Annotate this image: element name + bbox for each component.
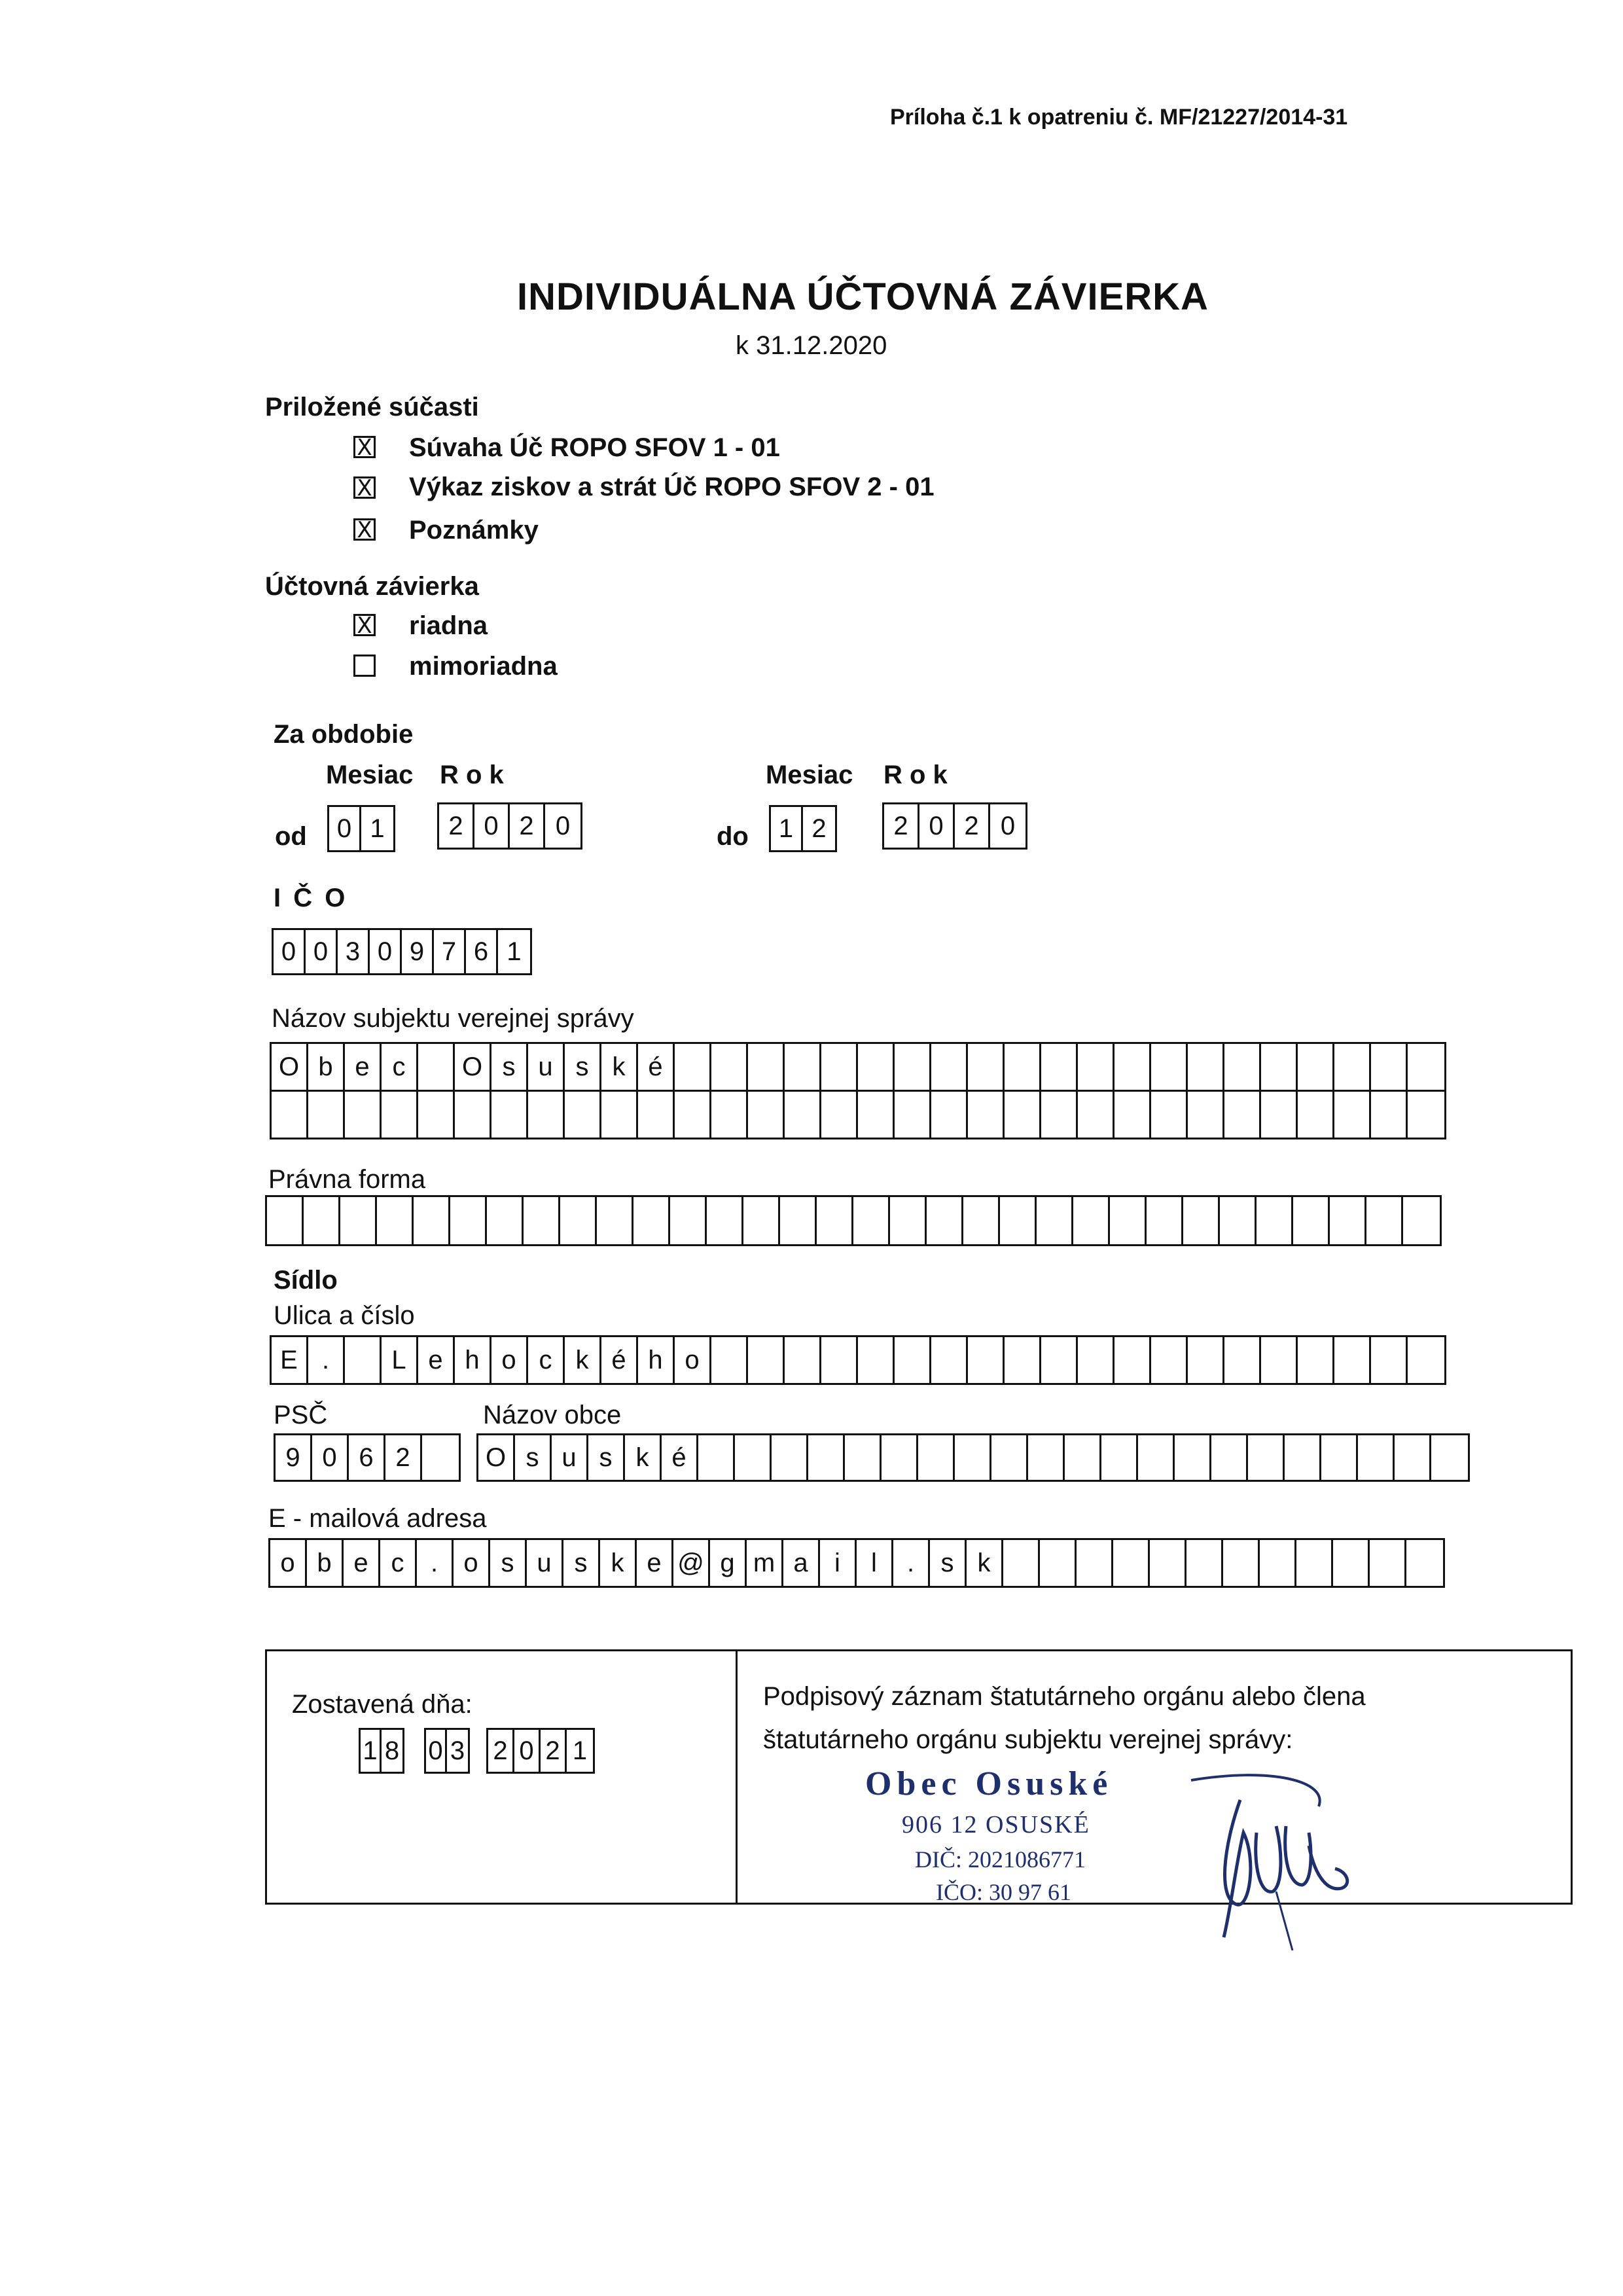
- char-cell: b: [307, 1540, 344, 1586]
- char-cell: [1078, 1044, 1115, 1090]
- char-cell: e: [345, 1044, 382, 1090]
- checkbox-notes[interactable]: X: [353, 518, 376, 541]
- extraordinary-label: mimoriadna: [409, 652, 558, 681]
- char-cell: [785, 1044, 821, 1090]
- address-label: Sídlo: [274, 1266, 338, 1295]
- char-cell: [748, 1092, 785, 1138]
- char-cell: [1370, 1540, 1406, 1586]
- char-cell: [1321, 1435, 1358, 1480]
- ico-label: I Č O: [274, 884, 348, 912]
- char-cell: s: [490, 1540, 527, 1586]
- digit-cell: 0: [329, 807, 361, 850]
- to-year-label: R o k: [883, 761, 948, 789]
- char-cell: [418, 1044, 455, 1090]
- char-cell: [455, 1092, 491, 1138]
- digit-cell: 8: [384, 1736, 400, 1765]
- char-cell: [1188, 1044, 1224, 1090]
- char-cell: O: [455, 1044, 491, 1090]
- digit-cell: 0: [514, 1730, 541, 1772]
- notes-label: Poznámky: [409, 516, 539, 545]
- char-cell: u: [527, 1540, 563, 1586]
- char-cell: [785, 1337, 821, 1383]
- entity-name-label: Názov subjektu verejnej správy: [272, 1004, 634, 1033]
- email-field[interactable]: [268, 1538, 1445, 1588]
- box-divider: [736, 1649, 738, 1905]
- char-cell: [1101, 1435, 1138, 1480]
- char-cell: [1113, 1540, 1150, 1586]
- char-cell: [1408, 1092, 1444, 1138]
- entity-name-row-1[interactable]: [270, 1042, 1446, 1092]
- digit-cell: 0: [555, 811, 571, 840]
- char-cell: [890, 1197, 927, 1244]
- statement-type-label: Účtovná závierka: [265, 572, 479, 601]
- char-cell: [931, 1092, 968, 1138]
- char-cell: [1406, 1540, 1443, 1586]
- char-cell: s: [563, 1540, 600, 1586]
- char-cell: u: [528, 1044, 565, 1090]
- char-cell: [711, 1337, 748, 1383]
- char-cell: [1037, 1197, 1073, 1244]
- char-cell: m: [747, 1540, 783, 1586]
- char-cell: [1115, 1337, 1151, 1383]
- char-cell: k: [967, 1540, 1003, 1586]
- checkbox-income-statement[interactable]: X: [353, 476, 376, 499]
- compiled-label: Zostavená dňa:: [292, 1690, 473, 1719]
- char-cell: [1147, 1197, 1183, 1244]
- char-cell: 0: [312, 1435, 349, 1480]
- char-cell: [304, 1197, 340, 1244]
- to-month-label: Mesiac: [766, 761, 853, 789]
- char-cell: [1298, 1092, 1334, 1138]
- char-cell: [1065, 1435, 1101, 1480]
- ico-field[interactable]: [272, 928, 532, 975]
- checkbox-extraordinary[interactable]: [353, 655, 376, 677]
- char-cell: [711, 1044, 748, 1090]
- char-cell: [345, 1337, 382, 1383]
- char-cell: i: [820, 1540, 857, 1586]
- char-cell: s: [588, 1435, 625, 1480]
- digit-cell: 1: [361, 1730, 382, 1772]
- char-cell: [858, 1044, 895, 1090]
- char-cell: [340, 1197, 377, 1244]
- char-cell: [858, 1092, 895, 1138]
- char-cell: s: [491, 1044, 528, 1090]
- char-cell: [1334, 1044, 1371, 1090]
- char-cell: h: [638, 1337, 675, 1383]
- digit-cell: 0: [426, 1730, 447, 1772]
- ordinary-label: riadna: [409, 611, 488, 640]
- char-cell: [487, 1197, 524, 1244]
- char-cell: [1151, 1092, 1188, 1138]
- char-cell: [1293, 1197, 1330, 1244]
- char-cell: o: [491, 1337, 528, 1383]
- char-cell: k: [625, 1435, 662, 1480]
- char-cell: [1358, 1435, 1395, 1480]
- char-cell: [1224, 1044, 1261, 1090]
- digit-cell: 2: [884, 804, 919, 848]
- char-cell: [895, 1092, 931, 1138]
- char-cell: [743, 1197, 780, 1244]
- char-cell: [1077, 1540, 1113, 1586]
- char-cell: [772, 1435, 808, 1480]
- char-cell: o: [675, 1337, 711, 1383]
- stamp-dic: DIČ: 2021086771: [915, 1846, 1086, 1873]
- from-month-field[interactable]: [327, 805, 395, 852]
- digit-cell: 0: [274, 930, 306, 973]
- digit-cell: 3: [450, 1736, 465, 1765]
- psc-field[interactable]: [274, 1433, 461, 1482]
- digit-cell: 1: [572, 1736, 588, 1765]
- char-cell: [808, 1435, 845, 1480]
- char-cell: [414, 1197, 450, 1244]
- digit-cell: 2: [439, 804, 474, 848]
- char-cell: [748, 1044, 785, 1090]
- char-cell: [1403, 1197, 1440, 1244]
- digit-cell: 0: [474, 804, 510, 848]
- char-cell: [968, 1092, 1005, 1138]
- char-cell: [1298, 1044, 1334, 1090]
- char-cell: [597, 1197, 633, 1244]
- char-cell: c: [382, 1044, 418, 1090]
- char-cell: .: [893, 1540, 930, 1586]
- stamp-name: Obec Osuské: [865, 1765, 1113, 1803]
- char-cell: 2: [385, 1435, 422, 1480]
- char-cell: [1005, 1092, 1041, 1138]
- char-cell: [1261, 1044, 1298, 1090]
- char-cell: k: [601, 1044, 638, 1090]
- char-cell: [1005, 1044, 1041, 1090]
- char-cell: [1366, 1197, 1403, 1244]
- char-cell: [707, 1197, 743, 1244]
- char-cell: [1040, 1540, 1077, 1586]
- char-cell: [1073, 1197, 1110, 1244]
- char-cell: é: [662, 1435, 698, 1480]
- char-cell: [991, 1435, 1028, 1480]
- char-cell: [968, 1337, 1005, 1383]
- attached-parts-label: Priložené súčasti: [265, 393, 479, 422]
- char-cell: [1261, 1337, 1298, 1383]
- char-cell: [785, 1092, 821, 1138]
- char-cell: [1175, 1435, 1211, 1480]
- char-cell: [1151, 1044, 1188, 1090]
- handwritten-signature: [1178, 1754, 1374, 1950]
- char-cell: [817, 1197, 853, 1244]
- to-label: do: [717, 822, 749, 851]
- digit-cell: 6: [466, 930, 498, 973]
- digit-cell: 1: [507, 937, 522, 966]
- compiled-day-field[interactable]: [359, 1728, 404, 1774]
- balance-sheet-label: Súvaha Úč ROPO SFOV 1 - 01: [409, 433, 780, 462]
- entity-name-row-2[interactable]: [270, 1090, 1446, 1139]
- digit-cell: 2: [541, 1730, 567, 1772]
- char-cell: c: [528, 1337, 565, 1383]
- char-cell: [698, 1435, 735, 1480]
- char-cell: [1261, 1092, 1298, 1138]
- char-cell: [1028, 1435, 1065, 1480]
- from-label: od: [275, 822, 307, 851]
- char-cell: [633, 1197, 670, 1244]
- email-label: E - mailová adresa: [268, 1504, 487, 1533]
- char-cell: [1330, 1197, 1366, 1244]
- char-cell: [1248, 1435, 1285, 1480]
- char-cell: [1260, 1540, 1296, 1586]
- char-cell: .: [417, 1540, 454, 1586]
- legal-form-label: Právna forma: [268, 1165, 426, 1194]
- char-cell: k: [600, 1540, 637, 1586]
- city-label: Názov obce: [483, 1401, 622, 1429]
- char-cell: [1003, 1540, 1040, 1586]
- char-cell: [491, 1092, 528, 1138]
- char-cell: [670, 1197, 707, 1244]
- char-cell: s: [515, 1435, 552, 1480]
- char-cell: [821, 1092, 858, 1138]
- char-cell: [1186, 1540, 1223, 1586]
- city-field[interactable]: [476, 1433, 1470, 1482]
- char-cell: [422, 1435, 459, 1480]
- char-cell: é: [601, 1337, 638, 1383]
- char-cell: O: [478, 1435, 515, 1480]
- char-cell: L: [382, 1337, 418, 1383]
- char-cell: [450, 1197, 487, 1244]
- char-cell: 6: [349, 1435, 385, 1480]
- char-cell: [638, 1092, 675, 1138]
- char-cell: [1078, 1092, 1115, 1138]
- char-cell: [821, 1337, 858, 1383]
- char-cell: [1257, 1197, 1293, 1244]
- income-statement-label: Výkaz ziskov a strát Úč ROPO SFOV 2 - 01: [409, 473, 935, 501]
- char-cell: [845, 1435, 882, 1480]
- period-label: Za obdobie: [274, 720, 414, 749]
- char-cell: E: [272, 1337, 308, 1383]
- char-cell: [1333, 1540, 1370, 1586]
- char-cell: [560, 1197, 597, 1244]
- char-cell: [1138, 1435, 1175, 1480]
- digit-cell: 3: [338, 930, 370, 973]
- to-month-field[interactable]: [769, 805, 837, 852]
- char-cell: l: [857, 1540, 893, 1586]
- compiled-year-field[interactable]: [486, 1728, 595, 1774]
- digit-cell: 2: [812, 814, 827, 843]
- char-cell: [1078, 1337, 1115, 1383]
- char-cell: [272, 1092, 308, 1138]
- char-cell: [1223, 1540, 1260, 1586]
- char-cell: [382, 1092, 418, 1138]
- digit-cell: 0: [919, 804, 955, 848]
- char-cell: [1000, 1197, 1037, 1244]
- from-year-label: R o k: [440, 761, 504, 789]
- char-cell: [1115, 1044, 1151, 1090]
- document-title: INDIVIDUÁLNA ÚČTOVNÁ ZÁVIERKA: [517, 276, 1209, 318]
- char-cell: [675, 1092, 711, 1138]
- char-cell: [748, 1337, 785, 1383]
- char-cell: [1220, 1197, 1257, 1244]
- digit-cell: 0: [306, 930, 338, 973]
- char-cell: e: [344, 1540, 380, 1586]
- street-label: Ulica a číslo: [274, 1301, 415, 1330]
- char-cell: [1408, 1044, 1444, 1090]
- char-cell: [1334, 1337, 1371, 1383]
- compiled-month-field[interactable]: [424, 1728, 470, 1774]
- char-cell: 9: [276, 1435, 312, 1480]
- char-cell: [735, 1435, 772, 1480]
- char-cell: @: [673, 1540, 710, 1586]
- char-cell: [1371, 1337, 1408, 1383]
- digit-cell: 1: [771, 807, 803, 850]
- to-year-field[interactable]: [882, 802, 1027, 850]
- char-cell: [1005, 1337, 1041, 1383]
- char-cell: [308, 1092, 345, 1138]
- char-cell: .: [308, 1337, 345, 1383]
- char-cell: o: [454, 1540, 490, 1586]
- char-cell: [1211, 1435, 1248, 1480]
- char-cell: e: [418, 1337, 455, 1383]
- char-cell: [931, 1337, 968, 1383]
- digit-cell: 2: [510, 804, 545, 848]
- char-cell: [524, 1197, 560, 1244]
- street-field[interactable]: [270, 1335, 1446, 1385]
- char-cell: u: [552, 1435, 588, 1480]
- char-cell: [1395, 1435, 1431, 1480]
- from-month-label: Mesiac: [326, 761, 414, 789]
- psc-label: PSČ: [274, 1401, 328, 1429]
- char-cell: [1296, 1540, 1333, 1586]
- char-cell: [963, 1197, 1000, 1244]
- signature-label-line-1: Podpisový záznam štatutárneho orgánu alebo člena: [763, 1682, 1366, 1711]
- char-cell: [1298, 1337, 1334, 1383]
- char-cell: [931, 1044, 968, 1090]
- char-cell: s: [565, 1044, 601, 1090]
- char-cell: c: [380, 1540, 417, 1586]
- char-cell: [1188, 1337, 1224, 1383]
- digit-cell: 2: [488, 1730, 514, 1772]
- char-cell: [1371, 1044, 1408, 1090]
- char-cell: [1041, 1044, 1078, 1090]
- char-cell: h: [455, 1337, 491, 1383]
- char-cell: e: [637, 1540, 673, 1586]
- char-cell: [711, 1092, 748, 1138]
- signature-label-line-2: štatutárneho orgánu subjektu verejnej správy:: [763, 1725, 1293, 1754]
- char-cell: [1285, 1435, 1321, 1480]
- char-cell: [955, 1435, 991, 1480]
- from-year-field[interactable]: [437, 802, 582, 850]
- char-cell: [1431, 1435, 1468, 1480]
- char-cell: b: [308, 1044, 345, 1090]
- char-cell: [377, 1197, 414, 1244]
- char-cell: [1188, 1092, 1224, 1138]
- char-cell: [1041, 1337, 1078, 1383]
- char-cell: [1334, 1092, 1371, 1138]
- char-cell: [345, 1092, 382, 1138]
- checkbox-balance-sheet[interactable]: X: [353, 436, 376, 458]
- char-cell: o: [270, 1540, 307, 1586]
- char-cell: g: [710, 1540, 747, 1586]
- char-cell: O: [272, 1044, 308, 1090]
- char-cell: [968, 1044, 1005, 1090]
- char-cell: s: [930, 1540, 967, 1586]
- digit-cell: 9: [402, 930, 434, 973]
- char-cell: [927, 1197, 963, 1244]
- stamp-city: 906 12 OSUSKÉ: [902, 1811, 1090, 1839]
- char-cell: a: [783, 1540, 820, 1586]
- char-cell: [1408, 1337, 1444, 1383]
- char-cell: [1151, 1337, 1188, 1383]
- char-cell: [853, 1197, 890, 1244]
- char-cell: [1183, 1197, 1220, 1244]
- char-cell: [267, 1197, 304, 1244]
- char-cell: [882, 1435, 918, 1480]
- digit-cell: 7: [434, 930, 466, 973]
- char-cell: [895, 1044, 931, 1090]
- digit-cell: 0: [370, 930, 402, 973]
- char-cell: [418, 1092, 455, 1138]
- checkbox-ordinary[interactable]: X: [353, 614, 376, 636]
- char-cell: [528, 1092, 565, 1138]
- as-of-date: k 31.12.2020: [736, 331, 887, 360]
- char-cell: é: [638, 1044, 675, 1090]
- regulation-reference: Príloha č.1 k opatreniu č. MF/21227/2014-31: [890, 105, 1348, 130]
- legal-form-field[interactable]: [265, 1195, 1442, 1246]
- digit-cell: 1: [370, 814, 385, 843]
- char-cell: [1224, 1092, 1261, 1138]
- char-cell: [1110, 1197, 1147, 1244]
- digit-cell: 0: [1000, 811, 1016, 840]
- char-cell: [1115, 1092, 1151, 1138]
- char-cell: [1224, 1337, 1261, 1383]
- char-cell: k: [565, 1337, 601, 1383]
- char-cell: [780, 1197, 817, 1244]
- char-cell: [601, 1092, 638, 1138]
- char-cell: [1150, 1540, 1186, 1586]
- char-cell: [675, 1044, 711, 1090]
- char-cell: [821, 1044, 858, 1090]
- stamp-ico: IČO: 30 97 61: [936, 1879, 1071, 1905]
- char-cell: [918, 1435, 955, 1480]
- digit-cell: 2: [955, 804, 990, 848]
- char-cell: [565, 1092, 601, 1138]
- char-cell: [1041, 1092, 1078, 1138]
- char-cell: [895, 1337, 931, 1383]
- char-cell: [858, 1337, 895, 1383]
- char-cell: [1371, 1092, 1408, 1138]
